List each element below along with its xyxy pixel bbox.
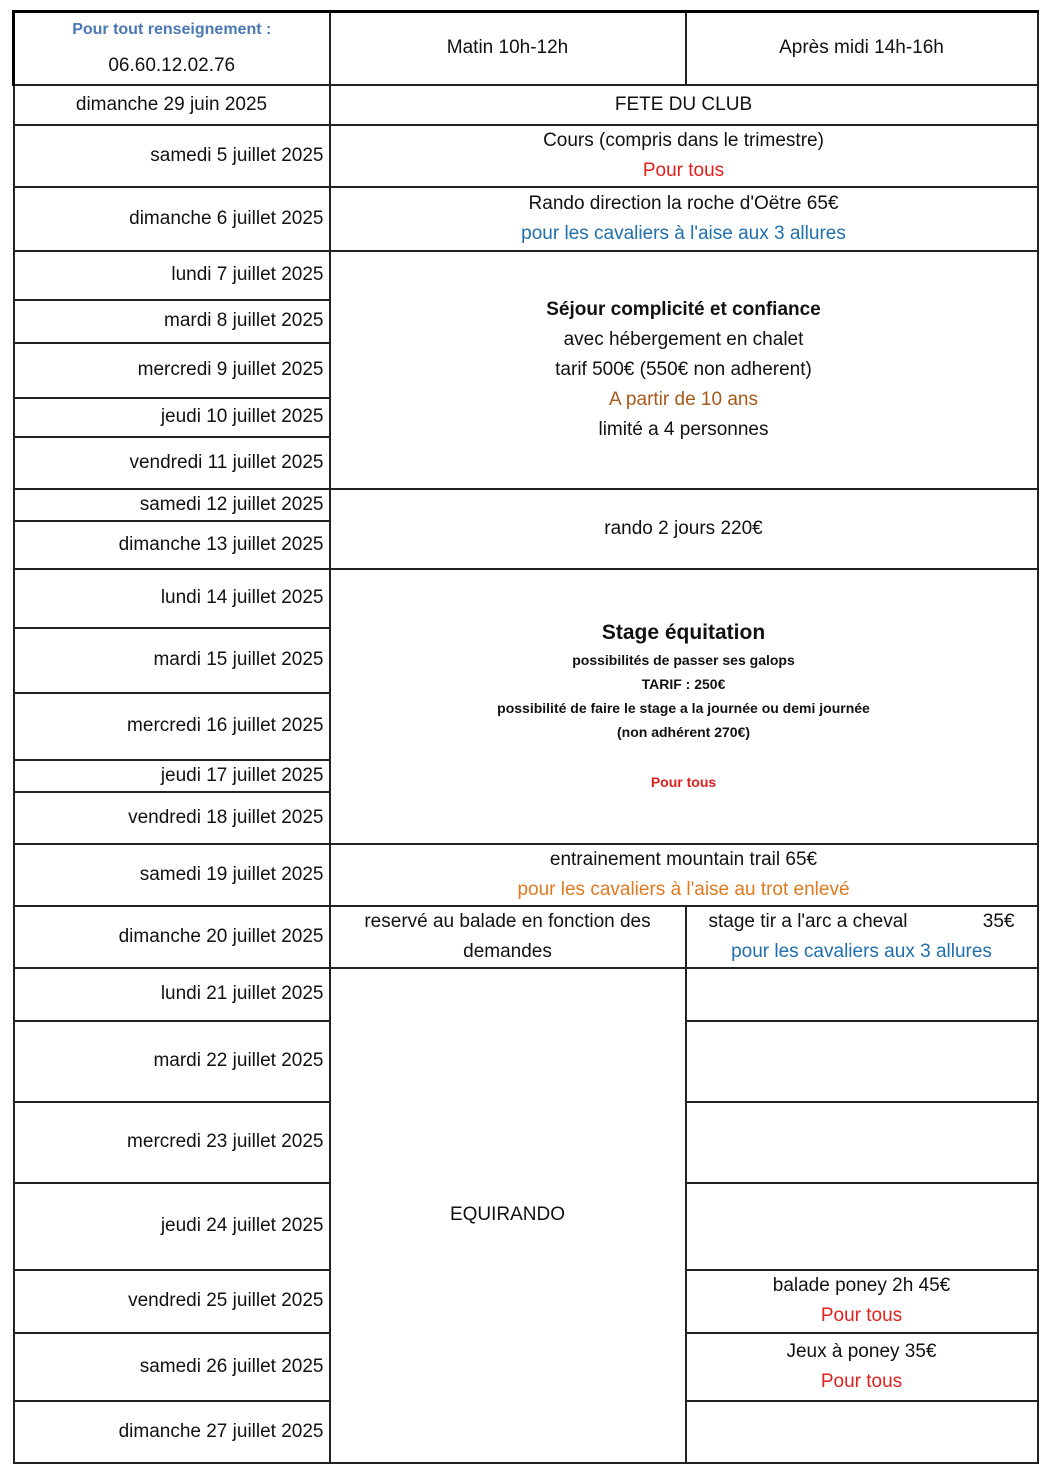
date-cell: dimanche 20 juillet 2025: [14, 906, 330, 968]
stage-pour-tous: Pour tous: [650, 774, 717, 790]
empty-cell: [686, 968, 1038, 1021]
rando-cell: [330, 187, 1038, 251]
stage-cell: [330, 569, 1038, 844]
cours-sub: Pour tous: [642, 159, 725, 181]
date-cell: dimanche 27 juillet 2025: [14, 1401, 330, 1463]
date-cell: jeudi 10 juillet 2025: [14, 398, 330, 437]
stage-line: TARIF : 250€: [641, 676, 726, 692]
poney-sub: Pour tous: [820, 1305, 903, 1326]
date-cell: dimanche 29 juin 2025: [14, 85, 330, 125]
date-cell: mercredi 16 juillet 2025: [14, 693, 330, 760]
contact-label: Pour tout renseignement :: [72, 21, 272, 39]
rando-title: Rando direction la roche d'Oëtre 65€: [528, 192, 839, 214]
jeux-title: Jeux à poney 35€: [786, 1340, 937, 1362]
rando-sub: pour les cavaliers à l'aise aux 3 allures: [521, 222, 846, 244]
morning-header: Matin 10h-12h: [330, 12, 686, 85]
empty-cell: [686, 1183, 1038, 1270]
date-cell: mardi 22 juillet 2025: [14, 1021, 330, 1102]
fete-cell: FETE DU CLUB: [330, 85, 1038, 125]
stage-line: possibilités de passer ses galops: [572, 652, 795, 668]
date-cell: samedi 19 juillet 2025: [14, 844, 330, 906]
rando2-cell: rando 2 jours 220€: [330, 489, 1038, 569]
sejour-line: avec hébergement en chalet: [563, 328, 804, 350]
empty-cell: [686, 1102, 1038, 1183]
sejour-line: A partir de 10 ans: [609, 388, 758, 410]
date-cell: dimanche 13 juillet 2025: [14, 521, 330, 569]
trail-cell: [330, 844, 1038, 906]
date-cell: samedi 26 juillet 2025: [14, 1333, 330, 1401]
stage-line: (non adhérent 270€): [616, 724, 751, 740]
tir-sub: pour les cavaliers aux 3 allures: [731, 940, 992, 962]
trail-sub: pour les cavaliers à l'aise au trot enlevé: [517, 878, 850, 900]
sejour-cell: [330, 251, 1038, 489]
cours-title: Cours (compris dans le trimestre): [543, 129, 824, 151]
jeux-cell: [686, 1333, 1038, 1401]
tir-title: stage tir a l'arc a cheval: [708, 910, 908, 932]
equirando-cell: EQUIRANDO: [330, 968, 686, 1463]
balade-line: demandes: [463, 940, 552, 962]
sejour-title: Séjour complicité et confiance: [546, 298, 821, 320]
date-cell: samedi 5 juillet 2025: [14, 125, 330, 187]
empty-cell: [686, 1021, 1038, 1102]
date-cell: jeudi 24 juillet 2025: [14, 1183, 330, 1270]
cours-cell: [330, 125, 1038, 187]
poney-cell: [686, 1270, 1038, 1333]
tir-price: 35€: [982, 910, 1015, 932]
date-cell: jeudi 17 juillet 2025: [14, 760, 330, 792]
date-cell: lundi 21 juillet 2025: [14, 968, 330, 1021]
tir-cell: [686, 906, 1038, 968]
date-cell: mardi 15 juillet 2025: [14, 628, 330, 693]
date-cell: mardi 8 juillet 2025: [14, 300, 330, 343]
date-cell: dimanche 6 juillet 2025: [14, 187, 330, 251]
date-cell: vendredi 11 juillet 2025: [14, 437, 330, 489]
balade-cell: [330, 906, 686, 968]
date-cell: lundi 14 juillet 2025: [14, 569, 330, 628]
trail-title: entrainement mountain trail 65€: [549, 848, 818, 870]
phone-number: 06.60.12.02.76: [108, 55, 236, 77]
empty-cell: [686, 1401, 1038, 1463]
sejour-line: tarif 500€ (550€ non adherent): [555, 358, 812, 380]
poney-title: balade poney 2h 45€: [772, 1275, 951, 1296]
date-cell: vendredi 18 juillet 2025: [14, 792, 330, 844]
afternoon-header: Après midi 14h-16h: [686, 12, 1038, 85]
sejour-line: limité a 4 personnes: [598, 418, 769, 440]
schedule-table: [12, 10, 1039, 1464]
date-cell: mercredi 23 juillet 2025: [14, 1102, 330, 1183]
date-cell: lundi 7 juillet 2025: [14, 251, 330, 300]
jeux-sub: Pour tous: [820, 1370, 903, 1392]
date-cell: mercredi 9 juillet 2025: [14, 343, 330, 398]
date-cell: vendredi 25 juillet 2025: [14, 1270, 330, 1333]
contact-cell: [14, 12, 330, 85]
stage-line: possibilité de faire le stage a la journée ou demi journée: [497, 700, 870, 716]
balade-line: reservé au balade en fonction des: [364, 910, 651, 932]
stage-title: Stage équitation: [601, 621, 766, 644]
date-cell: samedi 12 juillet 2025: [14, 489, 330, 521]
